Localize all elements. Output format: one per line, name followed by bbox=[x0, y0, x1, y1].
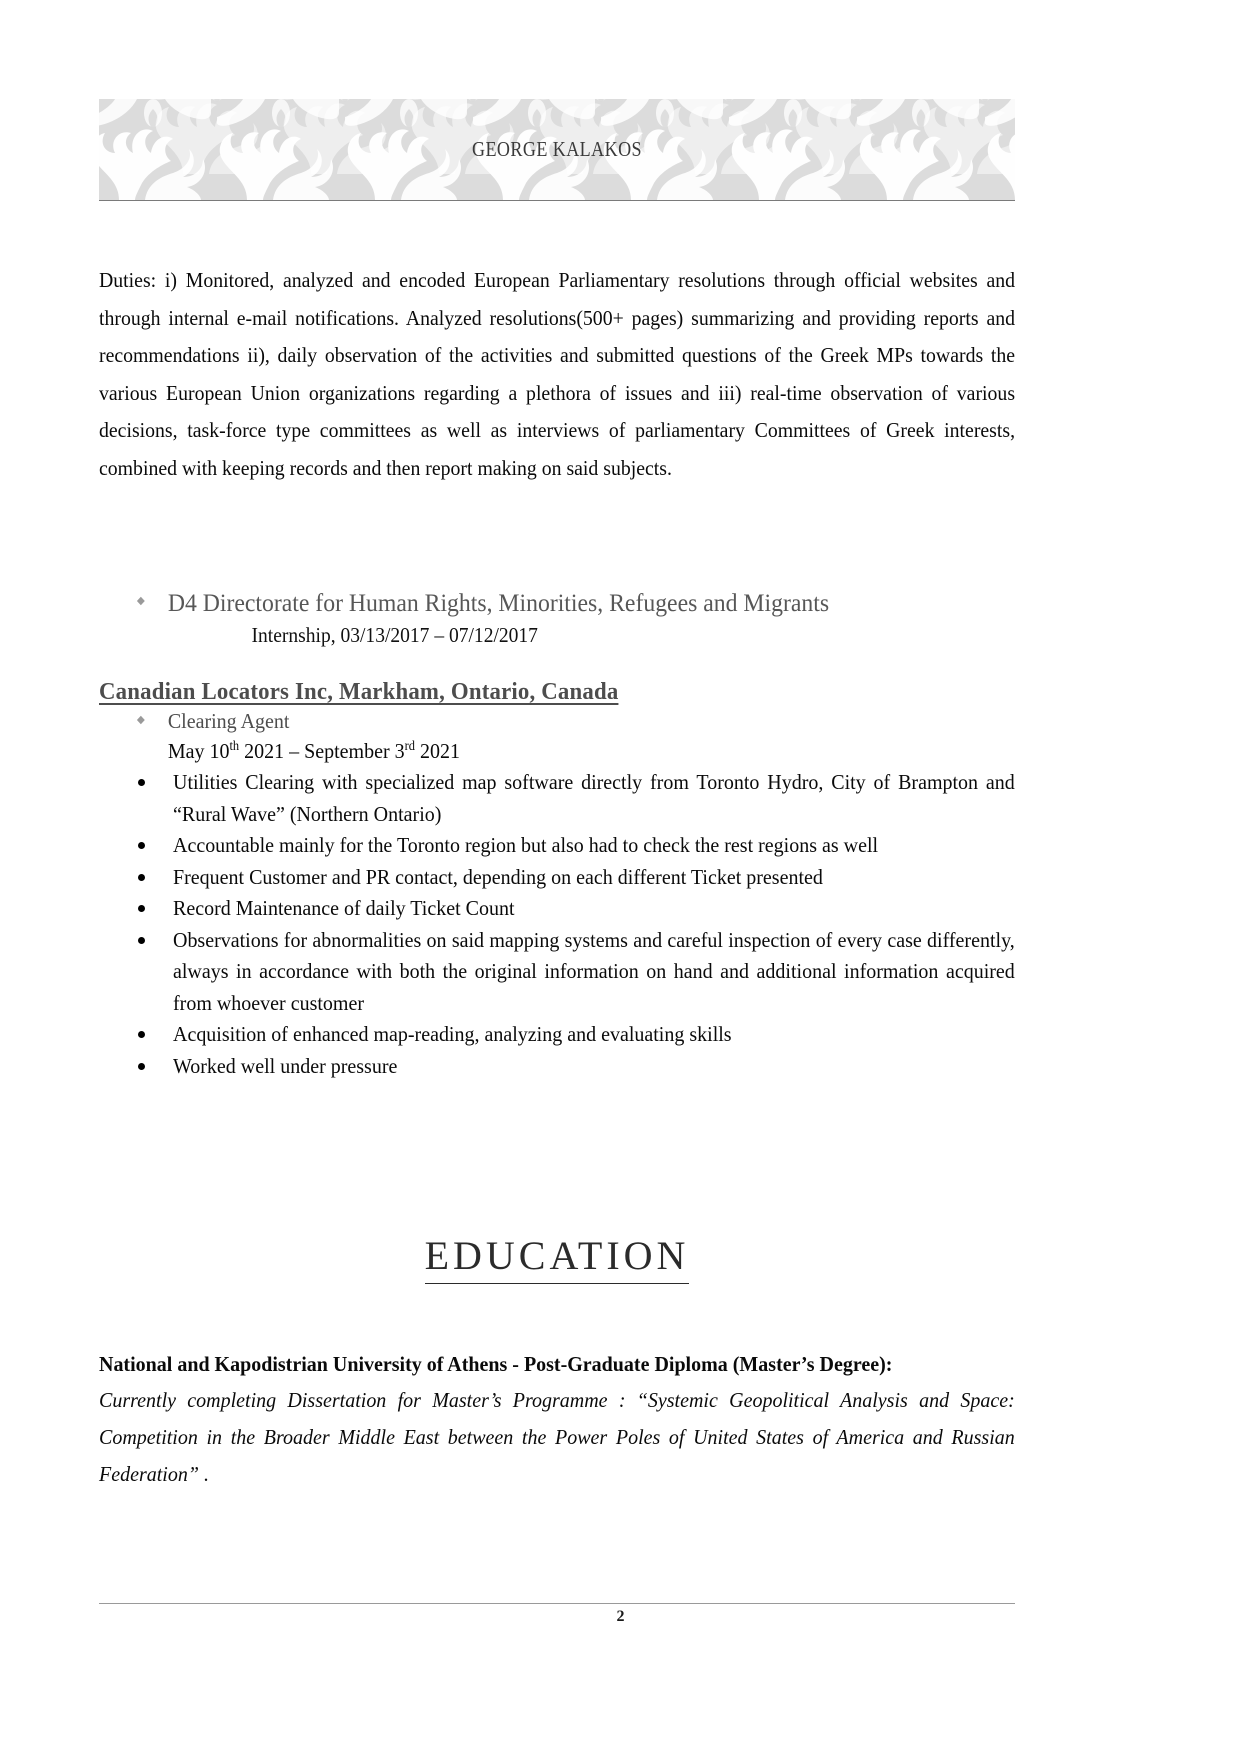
round-bullet-icon bbox=[138, 779, 145, 786]
duty-text: Observations for abnormalities on said mapping systems and careful inspection of every case differently, always in accordance with both the original information on hand and additional information acquired from whoever customer bbox=[173, 927, 1015, 1015]
page-number: 2 bbox=[616, 1608, 625, 1625]
header-divider bbox=[99, 200, 1015, 201]
document-body bbox=[99, 262, 1015, 1493]
duty-list-item bbox=[99, 1019, 1015, 1051]
round-bullet-icon bbox=[138, 937, 145, 944]
dates-suffix: 2021 bbox=[414, 739, 460, 763]
directorate-list bbox=[99, 587, 1015, 619]
employer-role-label: Clearing Agent bbox=[167, 709, 290, 733]
employer-heading: Canadian Locators Inc, Markham, Ontario, Canada bbox=[99, 679, 619, 705]
page-header bbox=[99, 99, 1015, 200]
directorate-item bbox=[99, 587, 951, 619]
round-bullet-icon bbox=[138, 1063, 145, 1070]
employer-dates bbox=[99, 736, 951, 767]
diamond-bullet-icon bbox=[137, 597, 145, 605]
round-bullet-icon bbox=[138, 842, 145, 849]
spacer-after-education-heading bbox=[99, 1284, 1015, 1346]
duty-text: Utilities Clearing with specialized map software directly from Toronto Hydro, City of Brampton and “Rural Wave” (Northern Ontario) bbox=[173, 770, 1015, 826]
header-name-text: GEORGE KALAKOS bbox=[471, 137, 643, 161]
round-bullet-icon bbox=[138, 874, 145, 881]
duty-text: Record Maintenance of daily Ticket Count bbox=[173, 896, 515, 920]
duty-list-item bbox=[99, 893, 1015, 925]
duty-list-item bbox=[99, 767, 1015, 830]
duty-list-item bbox=[99, 830, 1015, 862]
dates-ordinal-rd: rd bbox=[404, 737, 415, 753]
duty-text: Acquisition of enhanced map-reading, analyzing and evaluating skills bbox=[173, 1022, 732, 1046]
dates-ordinal-th: th bbox=[229, 737, 240, 753]
dates-middle: 2021 – September 3 bbox=[239, 739, 405, 763]
directorate-title: D4 Directorate for Human Rights, Minorities, Refugees and Migrants bbox=[167, 588, 830, 617]
round-bullet-icon bbox=[138, 905, 145, 912]
employer-duty-list bbox=[99, 767, 1015, 1082]
round-bullet-icon bbox=[138, 1031, 145, 1038]
footer-divider bbox=[99, 1603, 1015, 1604]
duty-list-item bbox=[99, 1051, 1015, 1083]
duty-text: Accountable mainly for the Toronto region but also had to check the rest regions as well bbox=[173, 833, 879, 857]
duty-text: Frequent Customer and PR contact, depending on each different Ticket presented bbox=[173, 864, 823, 889]
spacer-before-employer bbox=[99, 651, 1015, 679]
duty-list-item bbox=[99, 862, 1015, 894]
duties-paragraph: Duties: i) Monitored, analyzed and encoded European Parliamentary resolutions through official websites and through internal e-mail notifications. Analyzed resolutions(500+ pages) summarizing and providing reports and recommendations ii), daily observation of the activities and submitted questions of the Greek MPs towards the various European Union organizations regarding a plethora of issues and iii) real-time observation of various decisions, task-force type committees as well as interviews of parliamentary Committees of Greek interests, combined with keeping records and then report making on said subjects. bbox=[99, 268, 1016, 480]
education-entry-body: Currently completing Dissertation for Master’s Programme : “Systemic Geopolitical Analysis and Space: Competition in the Broader Middle East between the Power Poles of United States of America and Russian Federation” . bbox=[99, 1388, 1015, 1486]
diamond-bullet-icon bbox=[137, 716, 145, 724]
duty-list-item bbox=[99, 925, 1015, 1020]
employer-role-item bbox=[99, 706, 951, 736]
dates-prefix: May 10 bbox=[167, 739, 230, 763]
directorate-subtitle: Internship, 03/13/2017 – 07/12/2017 bbox=[251, 623, 538, 647]
employer-role-list bbox=[99, 706, 1015, 736]
spacer-after-duties bbox=[99, 487, 1015, 587]
spacer-before-education bbox=[99, 1082, 1015, 1232]
duty-text: Worked well under pressure bbox=[173, 1053, 398, 1078]
education-section-heading bbox=[99, 1232, 1015, 1284]
education-entry-title: National and Kapodistrian University of Athens - Post-Graduate Diploma (Master’s Degree): bbox=[99, 1352, 893, 1376]
education-heading-text: EDUCATION bbox=[425, 1232, 690, 1284]
